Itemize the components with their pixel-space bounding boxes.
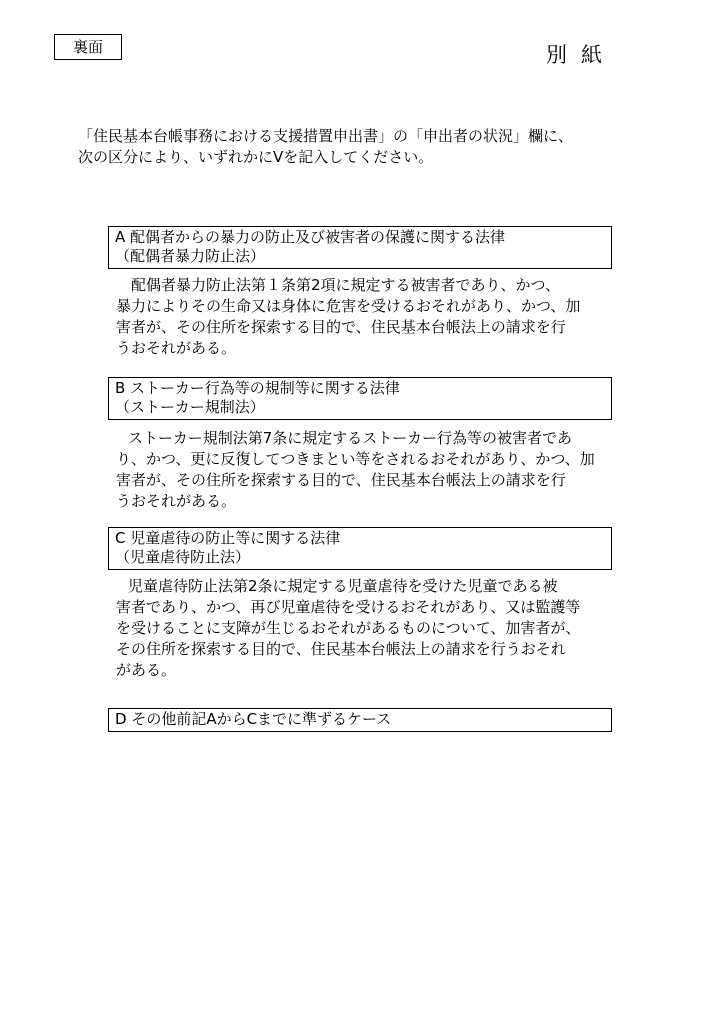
section-b-subtitle: （ストーカー規制法） [115, 398, 265, 416]
section-b-title: B ストーカー行為等の規制等に関する法律 [115, 379, 400, 397]
reverse-side-label: 裏面 [54, 34, 122, 60]
section-b-line: ストーカー規制法第7条に規定するストーカー行為等の被害者であ [128, 429, 572, 447]
section-d-title: D その他前記AからCまでに準ずるケース [115, 710, 392, 728]
section-b-description [128, 428, 628, 449]
section-b-description-cont [116, 449, 616, 512]
section-c-line: その住所を探索する目的で、住民基本台帳法上の請求を行うおそれ [116, 640, 566, 658]
annex-title: 別紙 [546, 43, 616, 67]
section-b-line: 害者が、その住所を探索する目的で、住民基本台帳法上の請求を行 [116, 471, 566, 489]
section-c-description-cont [116, 597, 616, 681]
section-a-line: うおそれがある。 [116, 339, 237, 357]
section-c-line: 児童虐待防止法第2条に規定する児童虐待を受けた児童である被 [128, 577, 558, 595]
section-a-line: 暴力によりその生命又は身体に危害を受けるおそれがあり、かつ、加 [116, 297, 581, 315]
section-a-subtitle: （配偶者暴力防止法） [115, 247, 266, 265]
section-a-line: 配偶者暴力防止法第１条第2項に規定する被害者であり、かつ、 [116, 276, 560, 294]
instructions-line: 次の区分により、いずれかにVを記入してください。 [78, 148, 434, 166]
instructions-line: 「住民基本台帳事務における支援措置申出書」の「申出者の状況」欄に、 [78, 127, 574, 145]
section-b-title-box [108, 377, 612, 420]
section-c-description [128, 576, 628, 597]
section-c-subtitle: （児童虐待防止法） [115, 548, 251, 566]
section-d-title-box [108, 708, 612, 732]
section-a-description [116, 275, 616, 359]
section-c-line: 害者であり、かつ、再び児童虐待を受けるおそれがあり、又は監護等 [116, 598, 581, 616]
section-a-line: 害者が、その住所を探索する目的で、住民基本台帳法上の請求を行 [116, 318, 566, 336]
section-b-line: り、かつ、更に反復してつきまとい等をされるおそれがあり、かつ、加 [116, 450, 595, 468]
section-c-line: を受けることに支障が生じるおそれがあるものについて、加害者が、 [116, 619, 581, 637]
section-c-line: がある。 [116, 661, 177, 679]
section-a-title-box [108, 226, 612, 269]
section-a-title: A 配偶者からの暴力の防止及び被害者の保護に関する法律 [115, 228, 506, 246]
instructions [78, 126, 638, 168]
section-b-line: うおそれがある。 [116, 492, 237, 510]
section-c-title: C 児童虐待の防止等に関する法律 [115, 529, 341, 547]
section-c-title-box [108, 527, 612, 570]
